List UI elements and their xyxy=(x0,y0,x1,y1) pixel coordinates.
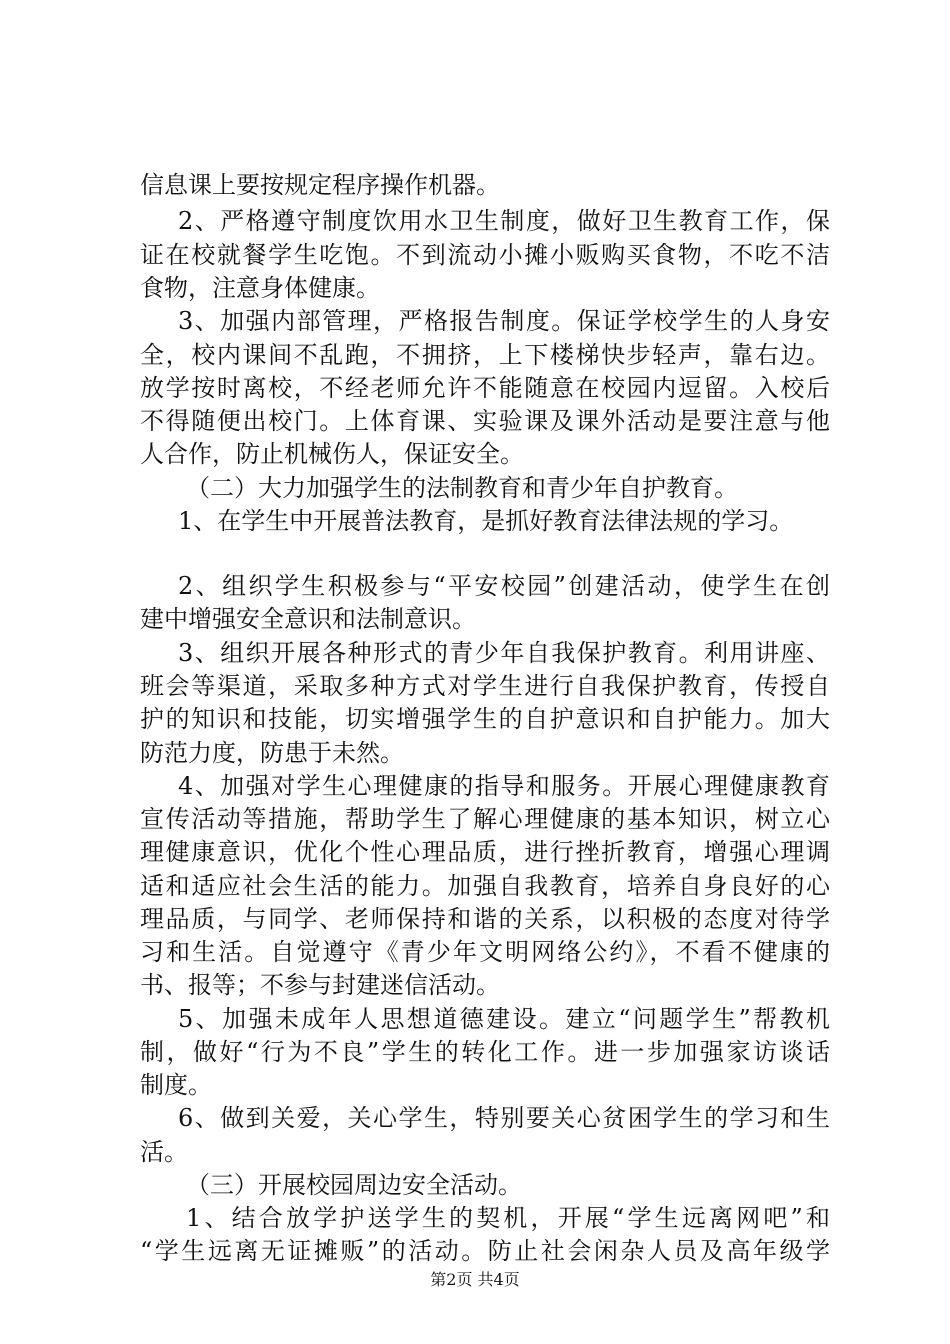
text-line: 信息课上要按规定程序操作机器。 xyxy=(140,171,500,199)
text-line: 护的知识和技能，切实增强学生的自护意识和自护能力。加大 xyxy=(140,705,830,733)
text-line: 适和适应社会生活的能力。加强自我教育，培养自身良好的心 xyxy=(140,872,830,900)
text-line: 2、严格遵守制度饮用水卫生制度，做好卫生教育工作，保 xyxy=(178,207,830,235)
page-footer: 第2页 共4页 xyxy=(430,1270,520,1289)
text-line: “学生远离无证摊贩”的活动。防止社会闲杂人员及高年级学 xyxy=(140,1237,830,1265)
text-line: 3、组织开展各种形式的青少年自我保护教育。利用讲座、 xyxy=(178,639,830,667)
text-line: 全，校内课间不乱跑，不拥挤，上下楼梯快步轻声，靠右边。 xyxy=(140,341,830,369)
text-line: 习和生活。自觉遵守《青少年文明网络公约》，不看不健康的 xyxy=(140,938,830,966)
text-line: 活。 xyxy=(140,1138,188,1166)
text-line: 证在校就餐学生吃饱。不到流动小摊小贩购买食物，不吃不洁 xyxy=(140,241,830,269)
text-line: 书、报等；不参与封建迷信活动。 xyxy=(140,971,500,999)
section-heading: （二）大力加强学生的法制教育和青少年自护教育。 xyxy=(186,474,738,502)
text-line: 2、组织学生积极参与“平安校园”创建活动，使学生在创 xyxy=(178,572,830,600)
text-line: 理健康意识，优化个性心理品质，进行挫折教育，增强心理调 xyxy=(140,838,830,866)
text-line: 制度。 xyxy=(140,1071,212,1099)
text-line: 食物，注意身体健康。 xyxy=(140,274,380,302)
text-line: 5、加强未成年人思想道德建设。建立“问题学生”帮教机 xyxy=(178,1005,830,1033)
text-line: 建中增强安全意识和法制意识。 xyxy=(140,605,476,633)
text-line: 4、加强对学生心理健康的指导和服务。开展心理健康教育 xyxy=(178,772,830,800)
text-line: 1、结合放学护送学生的契机，开展“学生远离网吧”和 xyxy=(186,1204,830,1232)
text-line: 3、加强内部管理，严格报告制度。保证学校学生的人身安 xyxy=(178,307,830,335)
section-heading: （三）开展校园周边安全活动。 xyxy=(186,1171,522,1199)
text-line: 6、做到关爱，关心学生，特别要关心贫困学生的学习和生 xyxy=(178,1104,830,1132)
text-line: 不得随便出校门。上体育课、实验课及课外活动是要注意与他 xyxy=(140,407,830,435)
text-line: 班会等渠道，采取多种方式对学生进行自我保护教育，传授自 xyxy=(140,672,830,700)
text-line: 制，做好“行为不良”学生的转化工作。进一步加强家访谈话 xyxy=(140,1038,830,1066)
text-line: 放学按时离校，不经老师允许不能随意在校园内逗留。入校后 xyxy=(140,374,830,402)
text-line: 宣传活动等措施，帮助学生了解心理健康的基本知识，树立心 xyxy=(140,805,830,833)
text-line: 1、在学生中开展普法教育，是抓好教育法律法规的学习。 xyxy=(178,507,794,535)
text-line: 防范力度，防患于未然。 xyxy=(140,739,404,767)
text-line: 理品质，与同学、老师保持和谐的关系，以积极的态度对待学 xyxy=(140,905,830,933)
text-line: 人合作，防止机械伤人，保证安全。 xyxy=(140,440,524,468)
